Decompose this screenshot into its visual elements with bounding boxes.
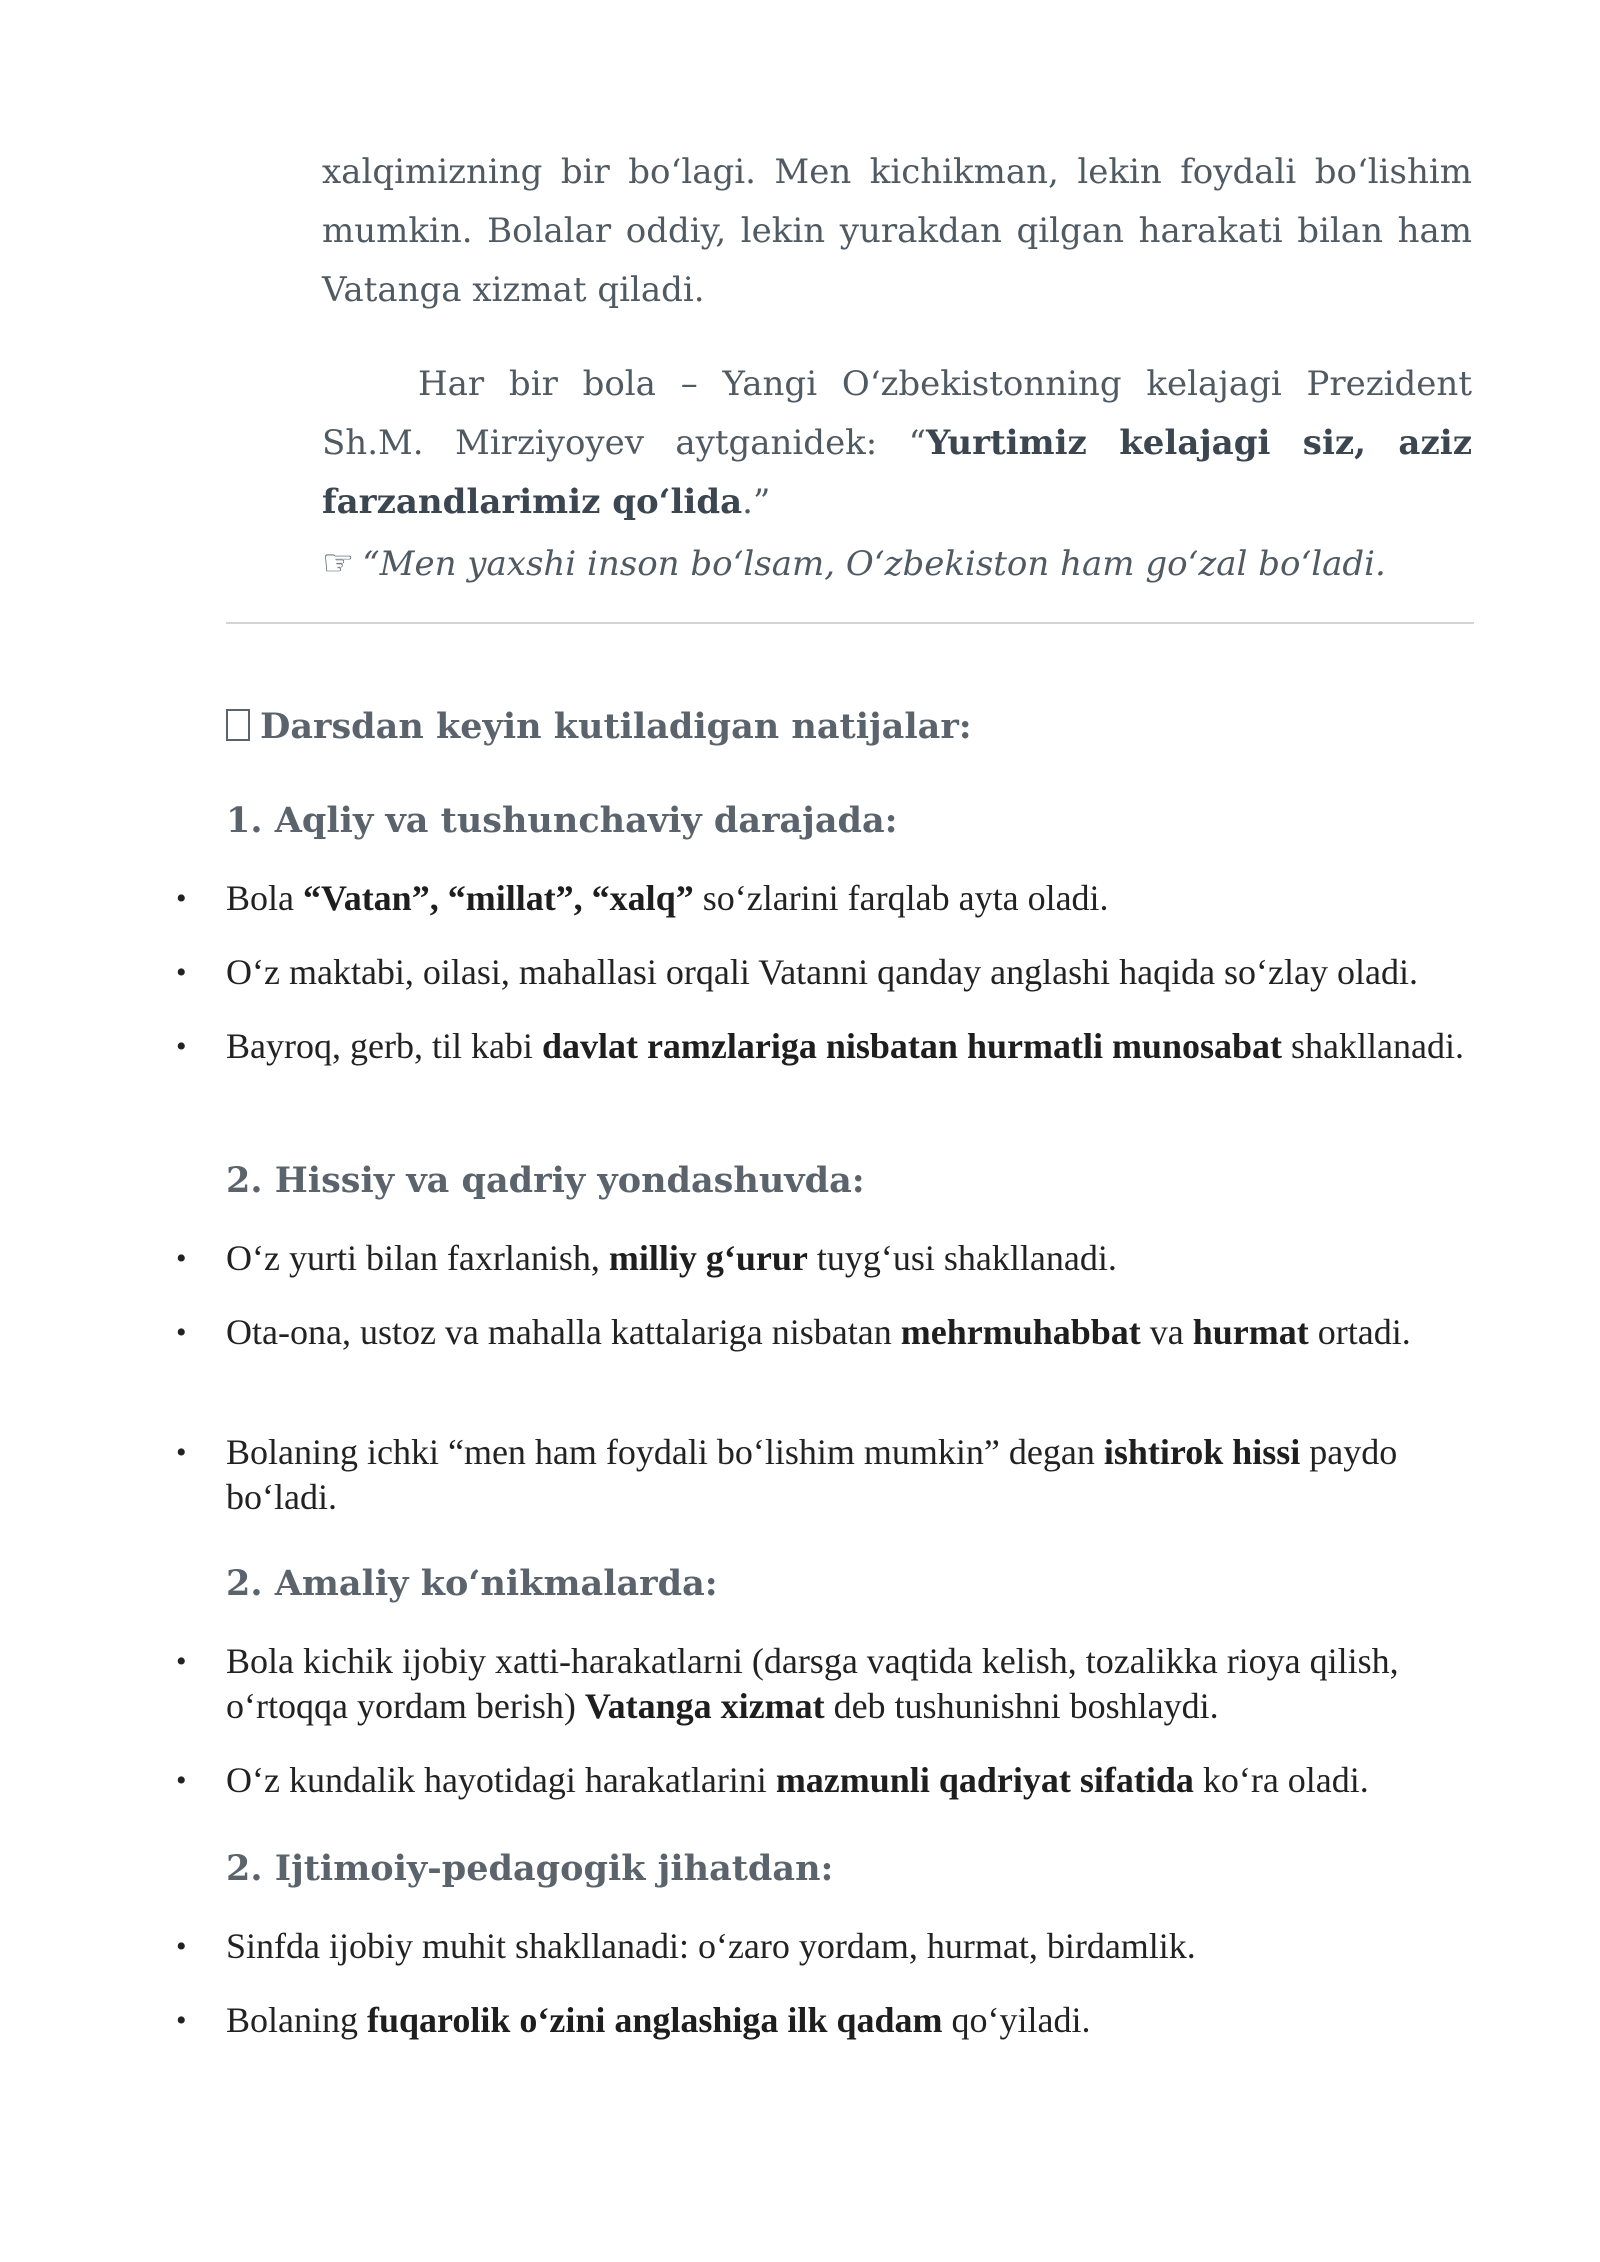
emphasis-text: mazmunli qadriyat sifatida [775, 1760, 1194, 1800]
list-item [176, 1024, 1476, 1069]
president-quote-paragraph [322, 355, 1472, 532]
list-item-text [226, 950, 1476, 995]
emphasis-text: “Vatan”, “millat”, “xalq” [303, 878, 694, 918]
motto-text: “Men yaxshi inson bo‘lsam, O‘zbekiston ham go‘zal bo‘ladi. [362, 544, 1386, 584]
plain-text: tuyg‘usi shakllanadi. [807, 1238, 1117, 1278]
bullet-icon: • [176, 1030, 187, 1063]
plain-text: so‘zlarini farqlab ayta oladi. [693, 878, 1109, 918]
president-quote-text [322, 355, 1472, 532]
list-item [176, 1236, 1476, 1281]
outcomes-title-text: Darsdan keyin kutiladigan natijalar: [260, 706, 972, 747]
intro-paragraph-text: xalqimizning bir bo‘lagi. Men kichikman, lekin foydali bo‘lishim mumkin. Bolalar oddiy, lekin yurakdan qilgan harakati bilan ham Vatanga xizmat qiladi. [322, 152, 1472, 310]
list-item-text [226, 1998, 1476, 2043]
emphasis-text: Vatanga xizmat [584, 1686, 825, 1726]
list-item-text [226, 1639, 1476, 1729]
list-item-text [226, 1924, 1476, 1969]
emphasis-text: ishtirok hissi [1103, 1432, 1301, 1472]
bullet-icon: • [176, 1764, 187, 1797]
list-item [176, 876, 1476, 921]
intro-paragraph [322, 143, 1472, 320]
emphasis-text: mehrmuhabbat [900, 1312, 1141, 1352]
plain-text: deb tushunishni boshlaydi. [824, 1686, 1219, 1726]
bullet-icon: • [176, 1316, 187, 1349]
plain-text: O‘z kundalik hayotidagi harakatlarini [226, 1760, 776, 1800]
plain-text: Bayroq, gerb, til kabi [226, 1026, 542, 1066]
bullet-icon: • [176, 1242, 187, 1275]
list-item [176, 1430, 1476, 1520]
plain-text: Bolaning [226, 2000, 367, 2040]
bullet-icon: • [176, 882, 187, 915]
section-heading: 1. Aqliy va tushunchaviy darajada: [226, 800, 898, 841]
section-heading: 2. Amaliy ko‘nikmalarda: [226, 1563, 718, 1604]
checkbox-icon [226, 709, 250, 741]
plain-text: Sinfda ijobiy muhit shakllanadi: o‘zaro yordam, hurmat, birdamlik. [226, 1926, 1196, 1966]
bullet-icon: • [176, 1645, 187, 1678]
plain-text: O‘z yurti bilan faxrlanish, [226, 1238, 609, 1278]
plain-text: O‘z maktabi, oilasi, mahallasi orqali Vatanni qanday anglashi haqida so‘zlay oladi. [226, 952, 1418, 992]
list-item [176, 1758, 1476, 1803]
section-divider [226, 622, 1474, 624]
plain-text: Bolaning ichki “men ham foydali bo‘lishim mumkin” degan [226, 1432, 1104, 1472]
president-quote-bold: Yurtimiz kelajagi siz, aziz farzandlarimiz qo‘lida [322, 423, 1472, 522]
bullet-icon: • [176, 1436, 187, 1469]
outcomes-title [226, 706, 972, 747]
motto-line [322, 534, 1472, 594]
emphasis-text: davlat ramzlariga nisbatan hurmatli munosabat [541, 1026, 1282, 1066]
plain-text: va [1140, 1312, 1193, 1352]
bullet-icon: • [176, 2004, 187, 2037]
bullet-icon: • [176, 1930, 187, 1963]
president-quote-lead: Har bir bola – Yangi O‘zbekistonning kelajagi Prezident Sh.M. Mirziyoyev aytganidek: “ [322, 364, 1472, 463]
plain-text: qo‘yiladi. [942, 2000, 1091, 2040]
list-item-text [226, 1024, 1476, 1069]
emphasis-text: milliy g‘urur [608, 1238, 808, 1278]
list-item [176, 1998, 1476, 2043]
plain-text: Ota-ona, ustoz va mahalla kattalariga nisbatan [226, 1312, 901, 1352]
plain-text: shakllanadi. [1282, 1026, 1464, 1066]
emphasis-text: hurmat [1192, 1312, 1309, 1352]
pointing-hand-icon: ☞ [322, 543, 355, 584]
list-item-text [226, 1758, 1476, 1803]
president-quote-end: .” [742, 482, 771, 522]
plain-text: ko‘ra oladi. [1193, 1760, 1369, 1800]
emphasis-text: fuqarolik o‘zini anglashiga ilk qadam [367, 2000, 943, 2040]
list-item [176, 1310, 1476, 1355]
list-item [176, 1639, 1476, 1729]
plain-text: ortadi. [1308, 1312, 1411, 1352]
list-item-text [226, 1310, 1476, 1355]
plain-text: Bola kichik ijobiy xatti-harakatlarni (darsga vaqtida kelish, tozalikka rioya qilish, o‘rtoqqa yordam berish) [226, 1641, 1399, 1726]
section-heading: 2. Ijtimoiy-pedagogik jihatdan: [226, 1848, 834, 1889]
list-item [176, 1924, 1476, 1969]
section-heading: 2. Hissiy va qadriy yondashuvda: [226, 1160, 865, 1201]
list-item-text [226, 1236, 1476, 1281]
plain-text: paydo bo‘ladi. [226, 1432, 1398, 1517]
list-item-text [226, 876, 1476, 921]
list-item [176, 950, 1476, 995]
plain-text: Bola [226, 878, 303, 918]
list-item-text [226, 1430, 1476, 1520]
bullet-icon: • [176, 956, 187, 989]
